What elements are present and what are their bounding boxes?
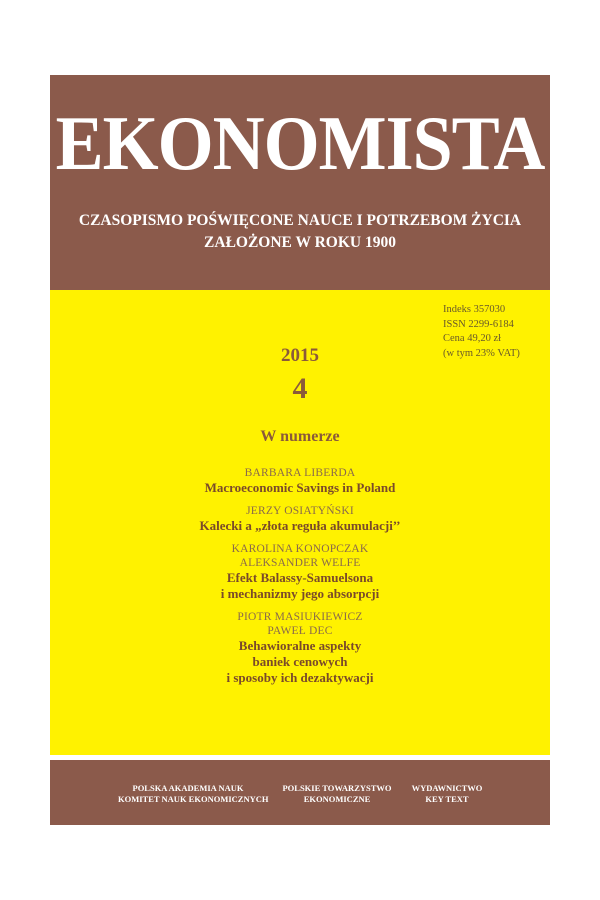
journal-subtitle-line1: CZASOPISMO POŚWIĘCONE NAUCE I POTRZEBOM ŻYCIA [78,212,522,229]
journal-subtitle-line2: ZAŁOŻONE W ROKU 1900 [204,234,396,251]
publisher-line: KOMITET NAUK EKONOMICZNYCH [118,794,269,804]
article-title: Kalecki a „złota reguła akumulacji’’ [199,518,401,533]
article-title: baniek cenowych [252,654,348,669]
article-title: i mechanizmy jego absorpcji [220,586,380,601]
contents-band [50,290,550,755]
header-band [50,75,550,290]
publisher-line: EKONOMICZNE [303,794,371,804]
article-author: PAWEŁ DEC [267,625,333,637]
publisher-pan [118,783,269,805]
publisher-line: KEY TEXT [425,794,469,804]
article-author: ALEKSANDER WELFE [239,557,361,569]
price: Cena 49,20 zł [443,333,502,344]
article-author: BARBARA LIBERDA [244,467,356,479]
issn-number: ISSN 2299-6184 [443,318,514,330]
journal-cover [50,75,550,825]
article-item [50,466,550,496]
publisher-line: POLSKA AKADEMIA NAUK [132,783,244,793]
article-title: Efekt Balassy-Samuelsona [226,570,374,585]
article-item [50,504,550,534]
article-title: Macroeconomic Savings in Poland [204,480,396,495]
publisher-pte [282,783,392,805]
publisher-keytext [402,783,492,805]
article-list [50,466,550,694]
in-issue-heading: W numerze [260,428,340,445]
publisher-line: WYDAWNICTWO [411,783,483,793]
article-author: PIOTR MASIUKIEWICZ [237,611,363,623]
article-item [50,610,550,686]
article-title: Behawioralne aspekty [238,638,362,653]
issue-number: 4 [292,372,308,405]
article-item [50,542,550,602]
publisher-line: POLSKIE TOWARZYSTWO [282,783,392,793]
article-author: KAROLINA KONOPCZAK [231,543,369,555]
journal-title: EKONOMISTA [55,99,545,187]
article-title: i sposoby ich dezaktywacji [226,670,374,685]
issue-year: 2015 [281,345,319,366]
vat-note: (w tym 23% VAT) [443,347,520,359]
publishers-band [50,760,550,825]
article-author: JERZY OSIATYŃSKI [246,505,354,517]
index-number: Indeks 357030 [443,304,506,315]
